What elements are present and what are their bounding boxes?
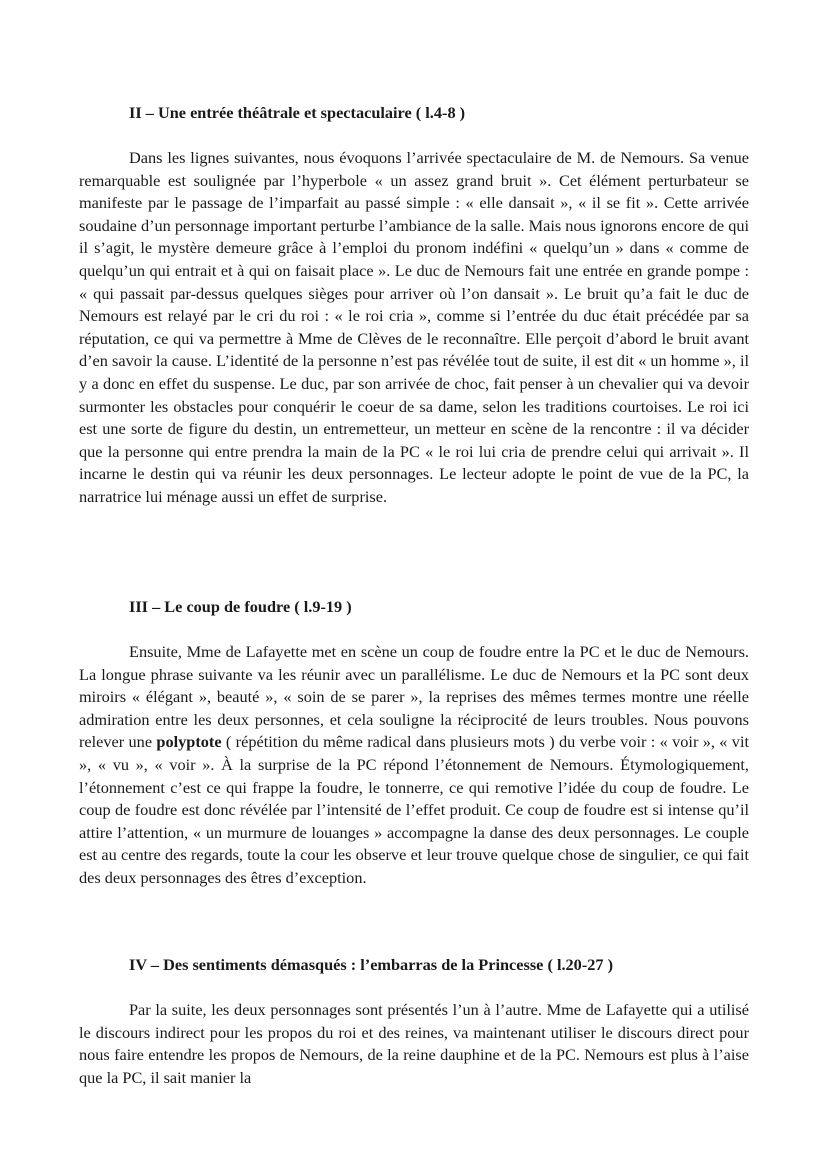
section-heading-iv: IV – Des sentiments démasqués : l’embarras de la Princesse ( l.20-27 ) (129, 955, 614, 974)
section-heading-ii: II – Une entrée théâtrale et spectaculaire ( l.4-8 ) (129, 103, 466, 122)
section-heading-iii: III – Le coup de foudre ( l.9-19 ) (129, 597, 352, 616)
paragraph-text-before-bold: Ensuite, Mme de Lafayette met en scène un coup de foudre entre la PC et le duc de Nemours. La longue phrase suivante va les réunir avec un parallélisme. Le duc de Nemours et la PC sont deux miroirs « élégant », beauté », « soin de se parer », la reprises des mêmes termes montre une réelle admiration entre les deux personnes, et cela souligne la réciprocité de leurs troubles. Nous pouvons relever une (79, 642, 749, 752)
section-paragraph-ii: Dans les lignes suivantes, nous évoquons l’arrivée spectaculaire de M. de Nemours. Sa venue remarquable est soulignée par l’hyperbole « un assez grand bruit ». Cet élément perturbateur se manifeste par le passage de l’imparfait au passé simple : « elle dansait », « il se fit ». Cette arrivée soudaine d’un personnage important perturbe l’ambiance de la salle. Mais nous ignorons encore de qui il s’agit, le mystère demeure grâce à l’emploi du pronom indéfini « quelqu’un » dans « comme de quelqu’un qui entrait et à qui on faisait place ». Le duc de Nemours fait une entrée en grande pompe : « qui passait par-dessus quelques sièges pour arriver où l’on dansait ». Le bruit qu’a fait le duc de Nemours est relayé par le cri du roi : « le roi cria », comme si l’entrée du duc était précédée par sa réputation, ce qui va permettre à Mme de Clèves de le reconnaître. Elle perçoit d’abord le bruit avant d’en savoir la cause. L’identité de la personne n’est pas révélée tout de suite, il est dit « un homme », il y a donc en effet du suspense. Le duc, par son arrivée de choc, fait penser à un chevalier qui va devoir surmonter les obstacles pour conquérir le coeur de sa dame, selon les traditions courtoises. Le roi ici est une sorte de figure du destin, un entremetteur, un metteur en scène de la rencontre : il va décider que la personne qui entre prendra la main de la PC « le roi lui cria de prendre celui qui arrivait ». Il incarne le destin qui va réunir les deux personnages. Le lecteur adopte le point de vue de la PC, la narratrice lui ménage aussi un effet de surprise. (79, 148, 749, 506)
section-paragraph-iv: Par la suite, les deux personnages sont présentés l’un à l’autre. Mme de Lafayette qui a utilisé le discours indirect pour les propos du roi et des reines, va maintenant utiliser le discours direct pour nous faire entendre les propos de Nemours, de la reine dauphine et de la PC. Nemours est plus à l’aise que la PC, il sait manier la (79, 1000, 749, 1087)
bold-term-polyptote: polyptote (156, 732, 222, 752)
paragraph-text-after-bold: ( répétition du même radical dans plusieurs mots ) du verbe voir : « voir », « vit », « vu », « voir ». À la surprise de la PC répond l’étonnement de Nemours. Étymologiquement, l’étonnement c’est ce qui frappe la foudre, le tonnerre, ce qui remotive l’idée du coup de foudre. Le coup de foudre est donc révélée par l’intensité de l’effet produit. Ce coup de foudre est si intense qu’il attire l’attention, « un murmure de louanges » accompagne la danse des deux personnages. Le couple est au centre des regards, toute la cour les observe et leur trouve quelque chose de singulier, ce qui fait des deux personnages des êtres d’exception. (79, 732, 749, 887)
section-paragraph-iii (79, 641, 749, 890)
